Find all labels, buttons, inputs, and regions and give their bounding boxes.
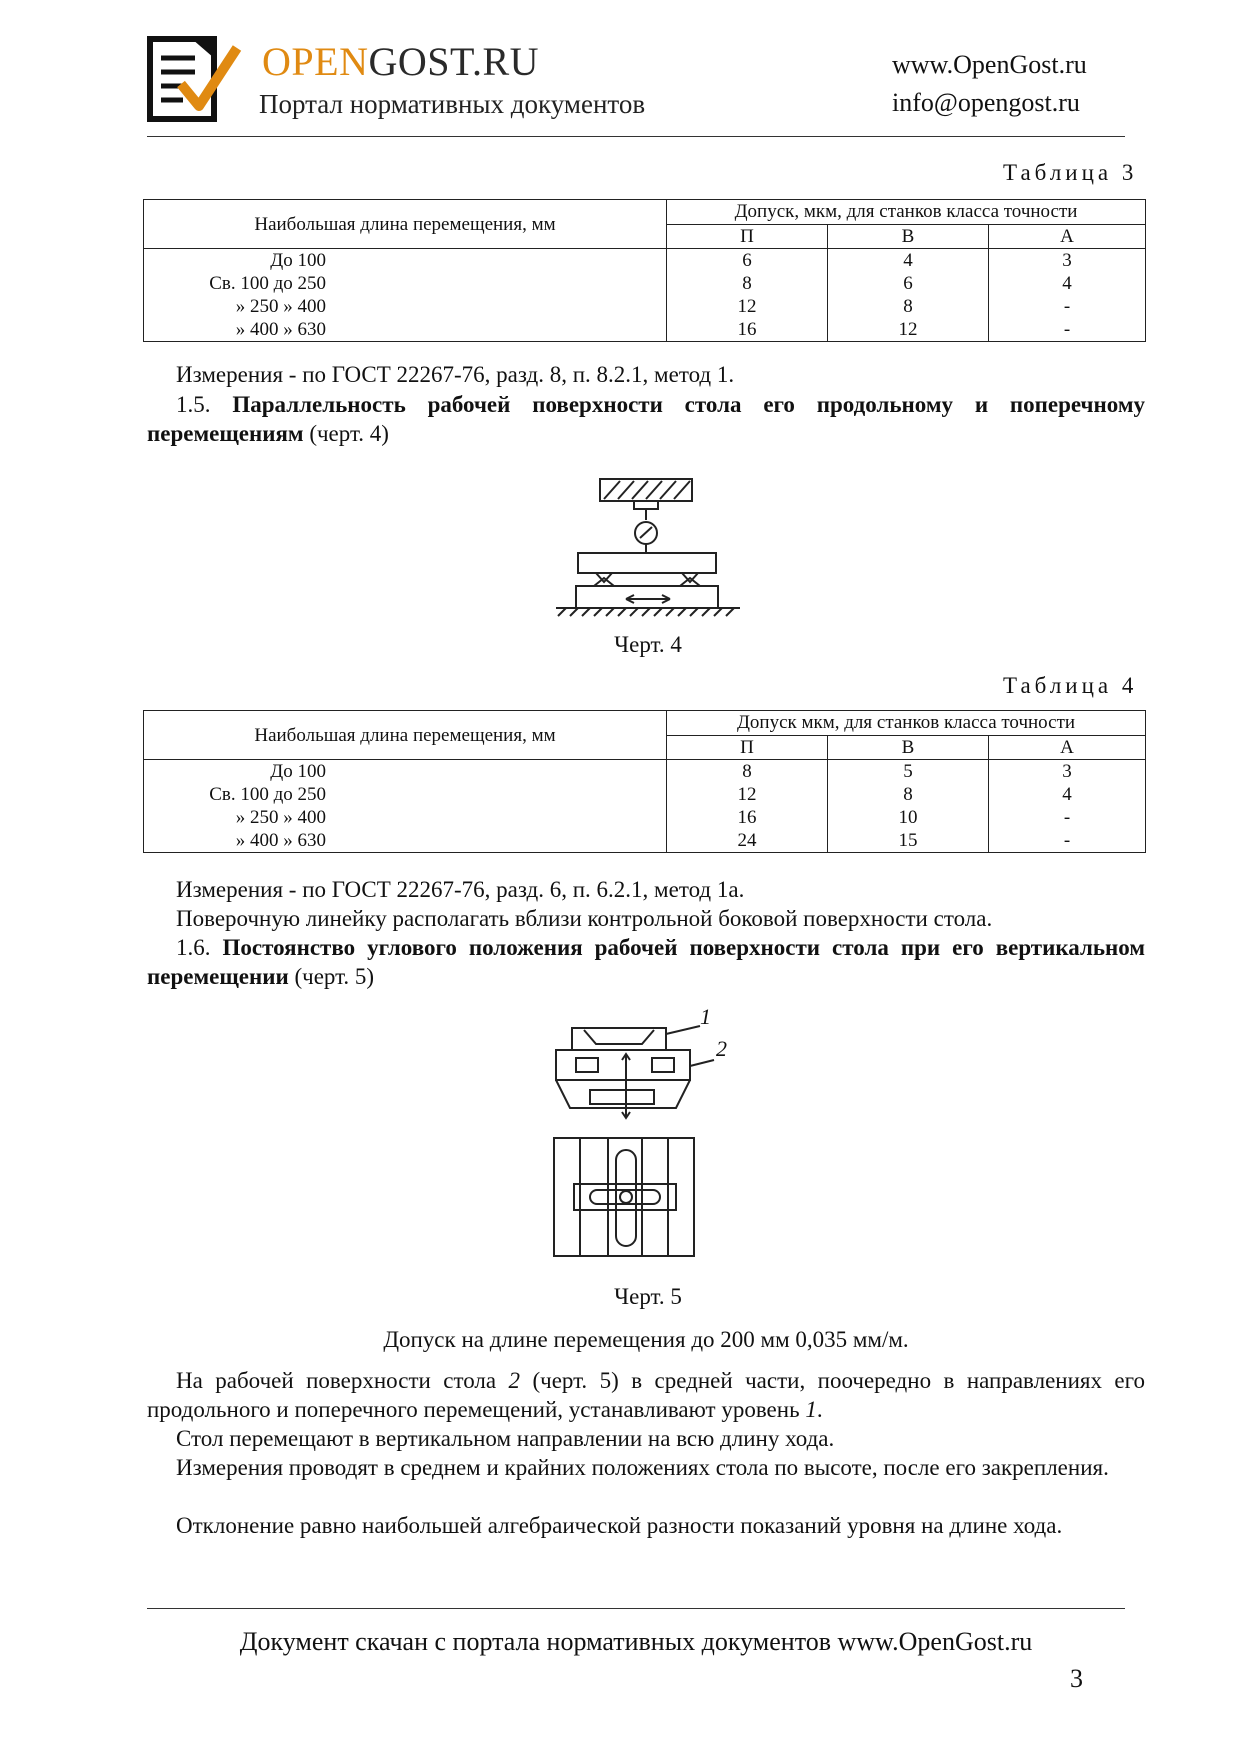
table-row	[144, 318, 1146, 342]
item-1-6-number: 1.6.	[176, 935, 211, 960]
table3	[143, 199, 1146, 342]
table3-caption: Таблица 3	[1003, 160, 1138, 185]
item-1-5	[147, 390, 1145, 448]
table4-group-header: Допуск мкм, для станков класса точности	[667, 711, 1146, 736]
positions-text: Измерения проводят в среднем и крайних положениях стола по высоте, после его закрепления.	[176, 1455, 1109, 1480]
table4-row4-a: -	[989, 829, 1146, 853]
footer-divider	[147, 1608, 1125, 1609]
table3-row1-length: До 100	[270, 250, 326, 271]
table3-row3-length: » 250 » 400	[235, 296, 326, 317]
level-text-3: .	[816, 1397, 823, 1422]
brand-part-open: OPEN	[262, 39, 369, 84]
table-row	[144, 760, 1146, 784]
item-1-6-ref: (черт. 5)	[288, 964, 375, 989]
move-paragraph: Стол перемещают в вертикальном направлении на всю длину хода.	[176, 1426, 835, 1451]
figure-5-label-1: 1	[700, 1004, 711, 1029]
figure-5-caption: Черт. 5	[614, 1284, 682, 1309]
ruler-note: Поверочную линейку располагать вблизи контрольной боковой поверхности стола.	[176, 906, 993, 931]
measure-note-2: Измерения - по ГОСТ 22267-76, разд. 6, п. 6.2.1, метод 1а.	[176, 877, 745, 902]
table4-row4-length: » 400 » 630	[235, 830, 326, 851]
table4-row2-p: 12	[667, 783, 828, 806]
table3-class-a: А	[989, 224, 1146, 249]
brand-name	[262, 38, 539, 86]
table-row	[144, 295, 1146, 318]
level-ref-table: 2	[508, 1368, 521, 1393]
site-link[interactable]: www.OpenGost.ru	[892, 50, 1087, 79]
table4	[143, 710, 1146, 853]
deviation-paragraph: Отклонение равно наибольшей алгебраической разности показаний уровня на длине хода.	[176, 1513, 1063, 1538]
table3-row4-v: 12	[828, 318, 989, 342]
level-ref-level: 1	[805, 1397, 817, 1422]
table3-row2-p: 8	[667, 272, 828, 295]
measure-note-1: Измерения - по ГОСТ 22267-76, разд. 8, п. 8.2.1, метод 1.	[176, 362, 735, 387]
figure-5-label-2: 2	[716, 1036, 727, 1061]
table4-row3-a: -	[989, 806, 1146, 829]
table3-class-p: П	[667, 224, 828, 249]
table3-row2-length: Св. 100 до 250	[209, 273, 326, 294]
table-row	[144, 783, 1146, 806]
table3-row2-a: 4	[989, 272, 1146, 295]
opengost-logo-icon	[147, 36, 247, 124]
table4-row1-length: До 100	[270, 761, 326, 782]
item-1-6-title: Постоянство углового положения рабочей поверхности стола при его вертикальном перемещении	[147, 935, 1146, 989]
table3-row4-p: 16	[667, 318, 828, 342]
table3-row3-v: 8	[828, 295, 989, 318]
level-text-2: (черт. 5) в средней части, поочередно в направлениях его продольного и поперечного перемещений, устанавливают уровень	[147, 1368, 1145, 1422]
table4-row3-p: 16	[667, 806, 828, 829]
item-1-5-ref: (черт. 4)	[303, 421, 389, 446]
item-1-6	[147, 933, 1145, 991]
table3-group-header: Допуск, мкм, для станков класса точности	[667, 200, 1146, 225]
table3-row4-length: » 400 » 630	[235, 319, 326, 340]
brand-part-gost: GOST.RU	[368, 39, 540, 84]
page-number: 3	[1070, 1664, 1083, 1693]
table4-row4-v: 15	[828, 829, 989, 853]
item-1-5-number: 1.5.	[176, 392, 211, 417]
table3-class-v: В	[828, 224, 989, 249]
table4-row2-length: Св. 100 до 250	[209, 784, 326, 805]
table3-row1-v: 4	[828, 249, 989, 273]
table4-row4-p: 24	[667, 829, 828, 853]
table4-class-v: В	[828, 735, 989, 760]
positions-paragraph	[147, 1453, 1145, 1482]
table4-row3-v: 10	[828, 806, 989, 829]
table3-row3-p: 12	[667, 295, 828, 318]
figure-4-drawing	[548, 474, 748, 622]
portal-subtitle: Портал нормативных документов	[259, 89, 646, 119]
table-row	[144, 806, 1146, 829]
table3-row1-a: 3	[989, 249, 1146, 273]
table4-class-p: П	[667, 735, 828, 760]
table3-length-header: Наибольшая длина перемещения, мм	[144, 200, 667, 249]
table3-row3-a: -	[989, 295, 1146, 318]
footer-text: Документ скачан с портала нормативных документов www.OpenGost.ru	[239, 1627, 1033, 1656]
table4-row3-length: » 250 » 400	[235, 807, 326, 828]
table4-row1-p: 8	[667, 760, 828, 784]
table3-row4-a: -	[989, 318, 1146, 342]
figure-4-caption: Черт. 4	[614, 632, 682, 657]
level-text-1: На рабочей поверхности стола	[176, 1368, 509, 1393]
table-row	[144, 829, 1146, 853]
table4-row1-a: 3	[989, 760, 1146, 784]
header-divider	[147, 136, 1125, 137]
email-link[interactable]: info@opengost.ru	[892, 88, 1080, 117]
table3-row2-v: 6	[828, 272, 989, 295]
item-1-5-title: Параллельность рабочей поверхности стола его продольному и поперечному перемещениям	[147, 392, 1146, 446]
table4-row2-v: 8	[828, 783, 989, 806]
table-row	[144, 272, 1146, 295]
table-row	[144, 249, 1146, 273]
tolerance-line: Допуск на длине перемещения до 200 мм 0,035 мм/м.	[383, 1327, 909, 1352]
level-paragraph	[147, 1366, 1145, 1424]
table4-row2-a: 4	[989, 783, 1146, 806]
table3-row1-p: 6	[667, 249, 828, 273]
table4-class-a: А	[989, 735, 1146, 760]
table4-length-header: Наибольшая длина перемещения, мм	[144, 711, 667, 760]
table4-caption: Таблица 4	[1003, 673, 1138, 698]
table4-row1-v: 5	[828, 760, 989, 784]
